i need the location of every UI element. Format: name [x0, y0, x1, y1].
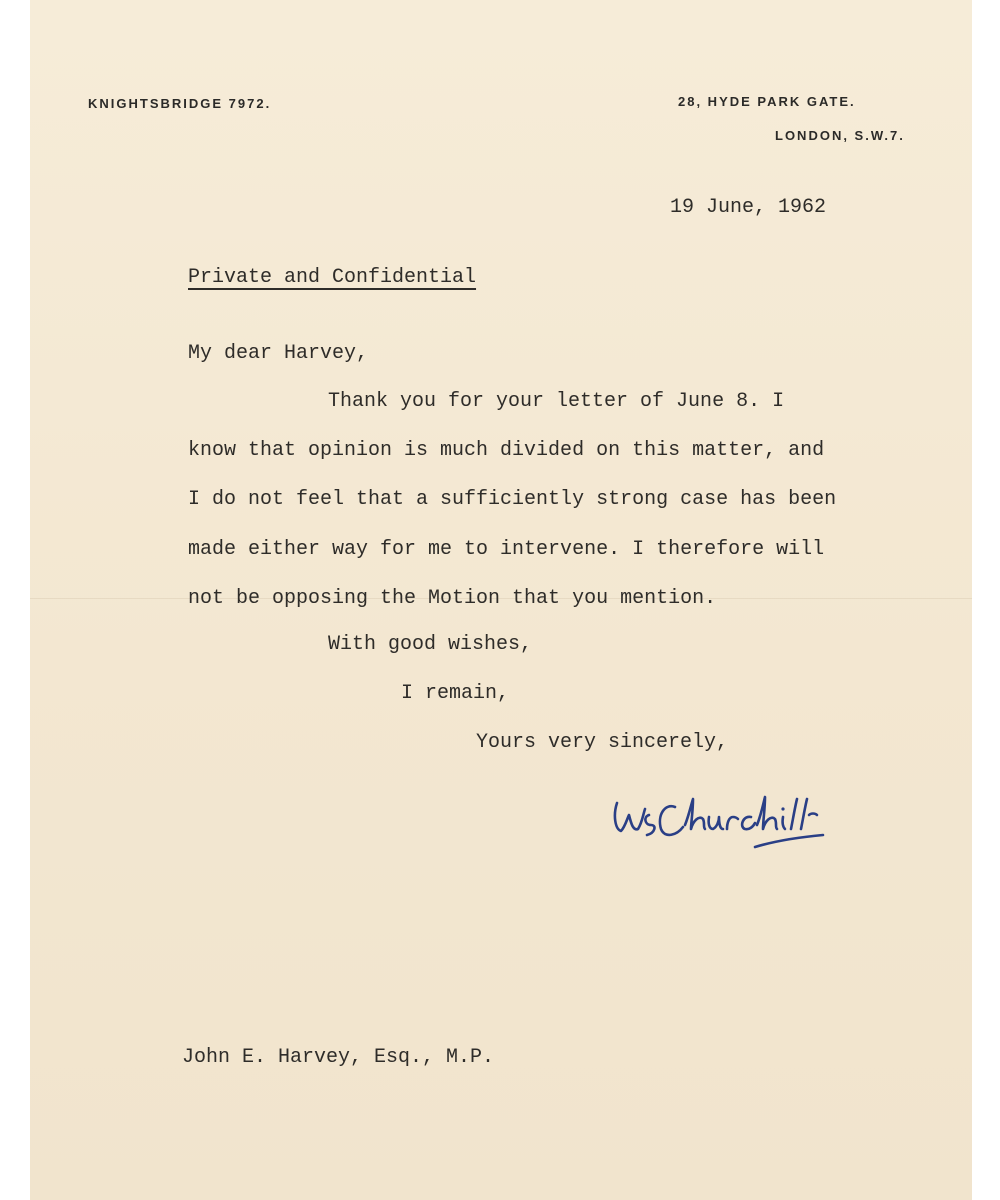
body-line: made either way for me to intervene. I therefore will	[188, 538, 825, 561]
closing-wishes: With good wishes,	[328, 633, 533, 656]
letter-date: 19 June, 1962	[670, 196, 827, 219]
body-line: I do not feel that a sufficiently strong case has been	[188, 488, 837, 511]
recipient-line: John E. Harvey, Esq., M.P.	[182, 1046, 495, 1069]
letter-salutation: My dear Harvey,	[188, 342, 369, 365]
letterhead-address-line2: LONDON, S.W.7.	[775, 128, 905, 143]
letter-subject: Private and Confidential	[188, 266, 477, 289]
letter-page	[30, 0, 972, 1200]
letterhead-phone: KNIGHTSBRIDGE 7972.	[88, 96, 272, 111]
body-line: Thank you for your letter of June 8. I	[328, 390, 785, 413]
closing-remain: I remain,	[401, 682, 510, 705]
body-line: know that opinion is much divided on this matter, and	[188, 439, 825, 462]
signature-text: W S Churchill	[605, 863, 611, 864]
letterhead-address-line1: 28, HYDE PARK GATE.	[678, 94, 856, 109]
body-line: not be opposing the Motion that you mention.	[188, 587, 717, 610]
closing-sincerely: Yours very sincerely,	[476, 731, 729, 754]
handwritten-signature	[605, 785, 835, 865]
